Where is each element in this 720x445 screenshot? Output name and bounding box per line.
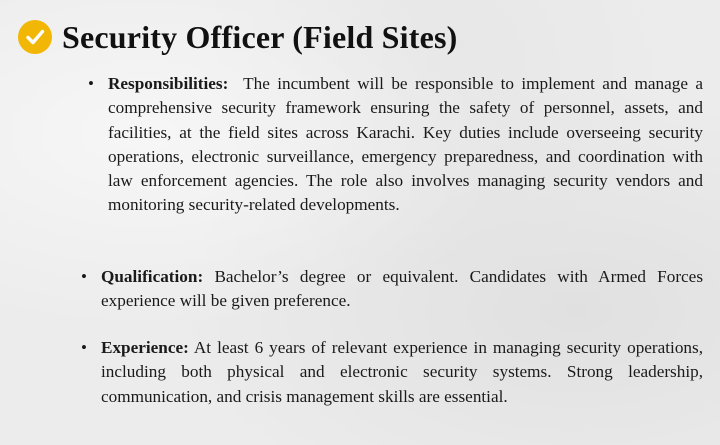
page-title: Security Officer (Field Sites) [62,18,458,55]
responsibilities-item [88,72,703,218]
bullet-dot: • [81,267,87,286]
page-header [18,14,458,60]
experience-heading: Experience: [101,338,189,357]
bullet-dot: • [88,74,94,93]
experience-text: At least 6 years of relevant experience in managing security operations, including both physical and electronic security systems. Strong leadership, communication, and crisis management skills are essential. [101,338,703,406]
qualification-text: Bachelor’s degree or equivalent. Candidates with Armed Forces experience will be given preference. [101,267,704,311]
qualification-item [81,265,704,314]
experience-item [81,336,703,409]
qualification-heading: Qualification: [101,267,204,286]
responsibilities-heading: Responsibilities: [108,74,229,93]
responsibilities-text: The incumbent will be responsible to implement and manage a comprehensive security framework ensuring the safety of personnel, assets, and facilities, at the field sites across Karachi. Key duties include overseeing security operations, electronic surveillance, emergency preparedness, and coordination with law enforcement agencies. The role also involves managing security vendors and monitoring security-related developments. [108,74,703,215]
bullet-dot: • [81,338,87,357]
check-circle-icon [18,20,52,54]
